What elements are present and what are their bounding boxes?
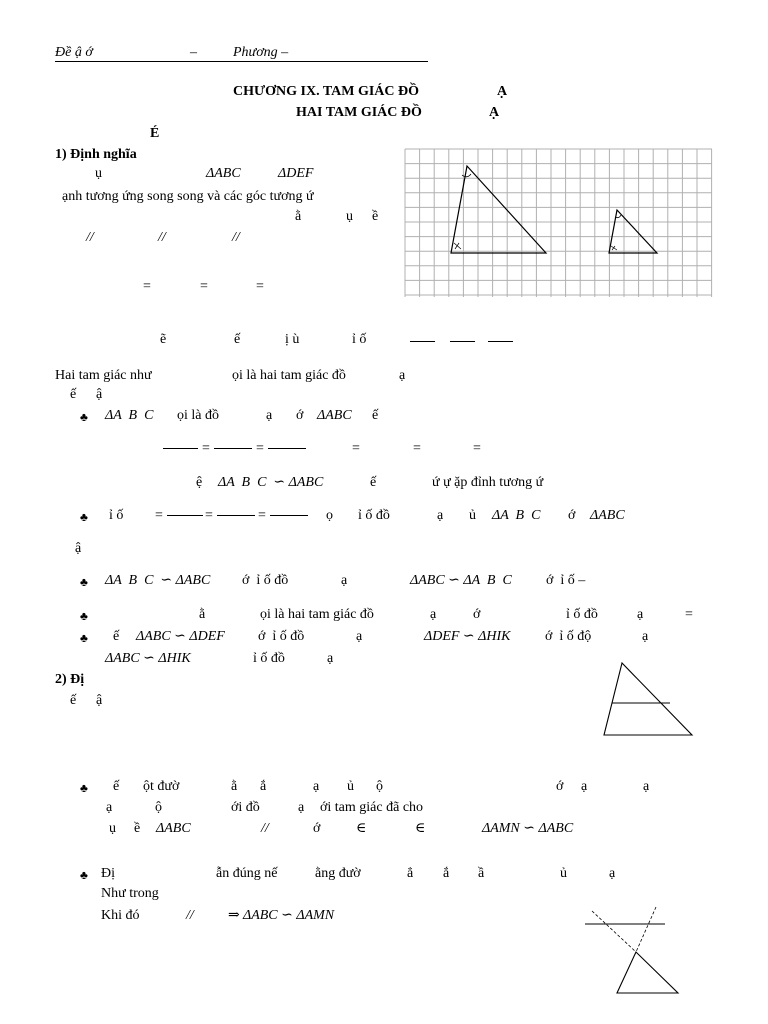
text: ớ [296,408,304,423]
text: ứ ự ặp đỉnh tương ứ [432,475,544,490]
text: ắ [443,866,450,881]
math: ΔA B C [492,508,541,523]
text: ớ [313,821,321,836]
text: ạ [106,800,113,815]
text: ị ù [285,332,300,347]
text: ế [113,779,120,794]
element-of: ∈ [415,821,426,836]
header-name: Phương – [233,45,289,60]
text: ủ [560,866,567,881]
equals: = [473,441,481,456]
parallel-symbol: // [261,821,269,836]
math-similar: ΔDEF ∽ ΔHIK [424,629,511,644]
fraction-bar [450,341,475,342]
text: ộ [376,779,383,794]
text: ọ [326,508,333,523]
fraction-bar [217,515,255,516]
text: ạ [266,408,273,423]
text: ạ [356,629,363,644]
text: ế [372,408,379,423]
math-similar: ΔAMN ∽ ΔABC [482,821,574,836]
math: ΔA B C [105,408,154,423]
math-similar: ΔABC ∽ ΔA B C [410,573,512,588]
text: ới đồ [231,800,260,815]
section1-heading: 1) Định nghĩa [55,147,137,162]
text: ậ [96,387,103,402]
equals: = [143,279,151,294]
header-dash: – [190,45,197,60]
fraction-bar [167,515,203,516]
similar-triangles-grid-figure [405,149,712,297]
math: ΔABC [590,508,625,523]
text: ọi là hai tam giác đồ [260,607,374,622]
text: ỉ ố [352,332,367,347]
text: ệ [196,475,203,490]
text: ạ [313,779,320,794]
text: ớ ỉ ố đồ [258,629,305,644]
fraction-bar [214,448,252,449]
text: ạ [643,779,650,794]
header-left: Đề ậ ớ [55,45,93,60]
club-icon: ♣ [80,868,88,882]
text: ằ [231,779,238,794]
text: ề [134,821,141,836]
text: ớ ỉ ố đồ [242,573,289,588]
text: ạ [609,866,616,881]
text: ế [370,475,377,490]
equals: = [258,508,266,523]
lesson-title: HAI TAM GIÁC ĐỒ [296,105,422,120]
text: ớ [473,607,481,622]
fraction-bar [268,448,306,449]
text: ớ ỉ ố – [546,573,586,588]
chapter-title-tail: Ạ [497,84,508,99]
text: ằ [199,607,206,622]
text: ậ [96,693,103,708]
definition-text: Hai tam giác như [55,368,152,383]
lesson-title-tail: Ạ [489,105,500,120]
math-def: ΔDEF [278,166,314,181]
text: ẽ [160,332,167,347]
text: ạnh tương ứng song song và các góc tương ứ [62,189,314,204]
fraction-bar [163,448,198,449]
text: ề [372,209,379,224]
equals: = [200,279,208,294]
text: ạ [437,508,444,523]
fraction-bar [488,341,513,342]
text: ụ [346,209,353,224]
text: ầ [478,866,485,881]
math-similar: ΔA B C ∽ ΔABC [105,573,211,588]
equals: = [202,441,210,456]
text: Đị [101,866,115,881]
text: ế [234,332,241,347]
text: ụ [109,821,116,836]
text: ỉ ố đồ [253,651,285,666]
text: ằng đườ [315,866,361,881]
equals: = [685,607,693,622]
parallel-symbol: // [86,230,94,245]
text: ạ [341,573,348,588]
text: ộ [155,800,162,815]
club-icon: ♣ [80,510,88,524]
text: ột đườ [143,779,180,794]
element-of: ∈ [356,821,367,836]
equals: = [352,441,360,456]
text: ằ [295,209,302,224]
equals: = [413,441,421,456]
math-similar: ΔABC ∽ ΔHIK [105,651,191,666]
triangle-crossing-line-figure [580,905,680,1000]
text: ỉ ố đồ [566,607,598,622]
parallel-symbol: // [186,908,194,923]
text: ớ ỉ ố độ [545,629,592,644]
text: ạ [642,629,649,644]
text: ụ [95,166,102,181]
math-similar: ΔA B C ∽ ΔABC [218,475,324,490]
text: ế [70,387,77,402]
club-icon: ♣ [80,631,88,645]
fraction-bar [410,341,435,342]
equals: = [155,508,163,523]
text: Như trong [101,886,159,901]
text: Khi đó [101,908,140,923]
definition-text: ọi là hai tam giác đồ [232,368,346,383]
parallel-symbol: // [158,230,166,245]
text: ủ [469,508,476,523]
text: ẫn đúng nế [216,866,278,881]
club-icon: ♣ [80,781,88,795]
text: ạ [637,607,644,622]
definition-text: ạ [399,368,406,383]
club-icon: ♣ [80,410,88,424]
club-icon: ♣ [80,609,88,623]
math: ΔABC [317,408,352,423]
text: ỉ ố đồ [358,508,390,523]
section-title: É [150,126,160,141]
text: ạ [430,607,437,622]
equals: = [256,279,264,294]
section2-heading: 2) Đị [55,672,85,687]
chapter-title: CHƯƠNG IX. TAM GIÁC ĐỒ [233,84,420,99]
parallel-symbol: // [232,230,240,245]
text: ắ [260,779,267,794]
math-abc: ΔABC [206,166,241,181]
text: ế [70,693,77,708]
header-underline [55,61,428,62]
text: ạ [327,651,334,666]
fraction-bar [270,515,308,516]
triangle-parallel-line-figure [598,660,698,740]
math-similar: ΔABC ∽ ΔDEF [136,629,225,644]
text: ới tam giác đã cho [320,800,424,815]
text: ọi là đồ [177,408,219,423]
text: ớ [568,508,576,523]
math-similar: ⇒ ΔABC ∽ ΔAMN [228,908,335,923]
equals: = [205,508,213,523]
text: ẳ [407,866,414,881]
text: ớ [556,779,564,794]
text: ế [113,629,120,644]
note-label: ậ [75,541,82,556]
text: ạ [298,800,305,815]
math: ΔABC [156,821,191,836]
text: ạ [581,779,588,794]
club-icon: ♣ [80,575,88,589]
equals: = [256,441,264,456]
text: ủ [347,779,354,794]
text: ỉ ố [109,508,124,523]
